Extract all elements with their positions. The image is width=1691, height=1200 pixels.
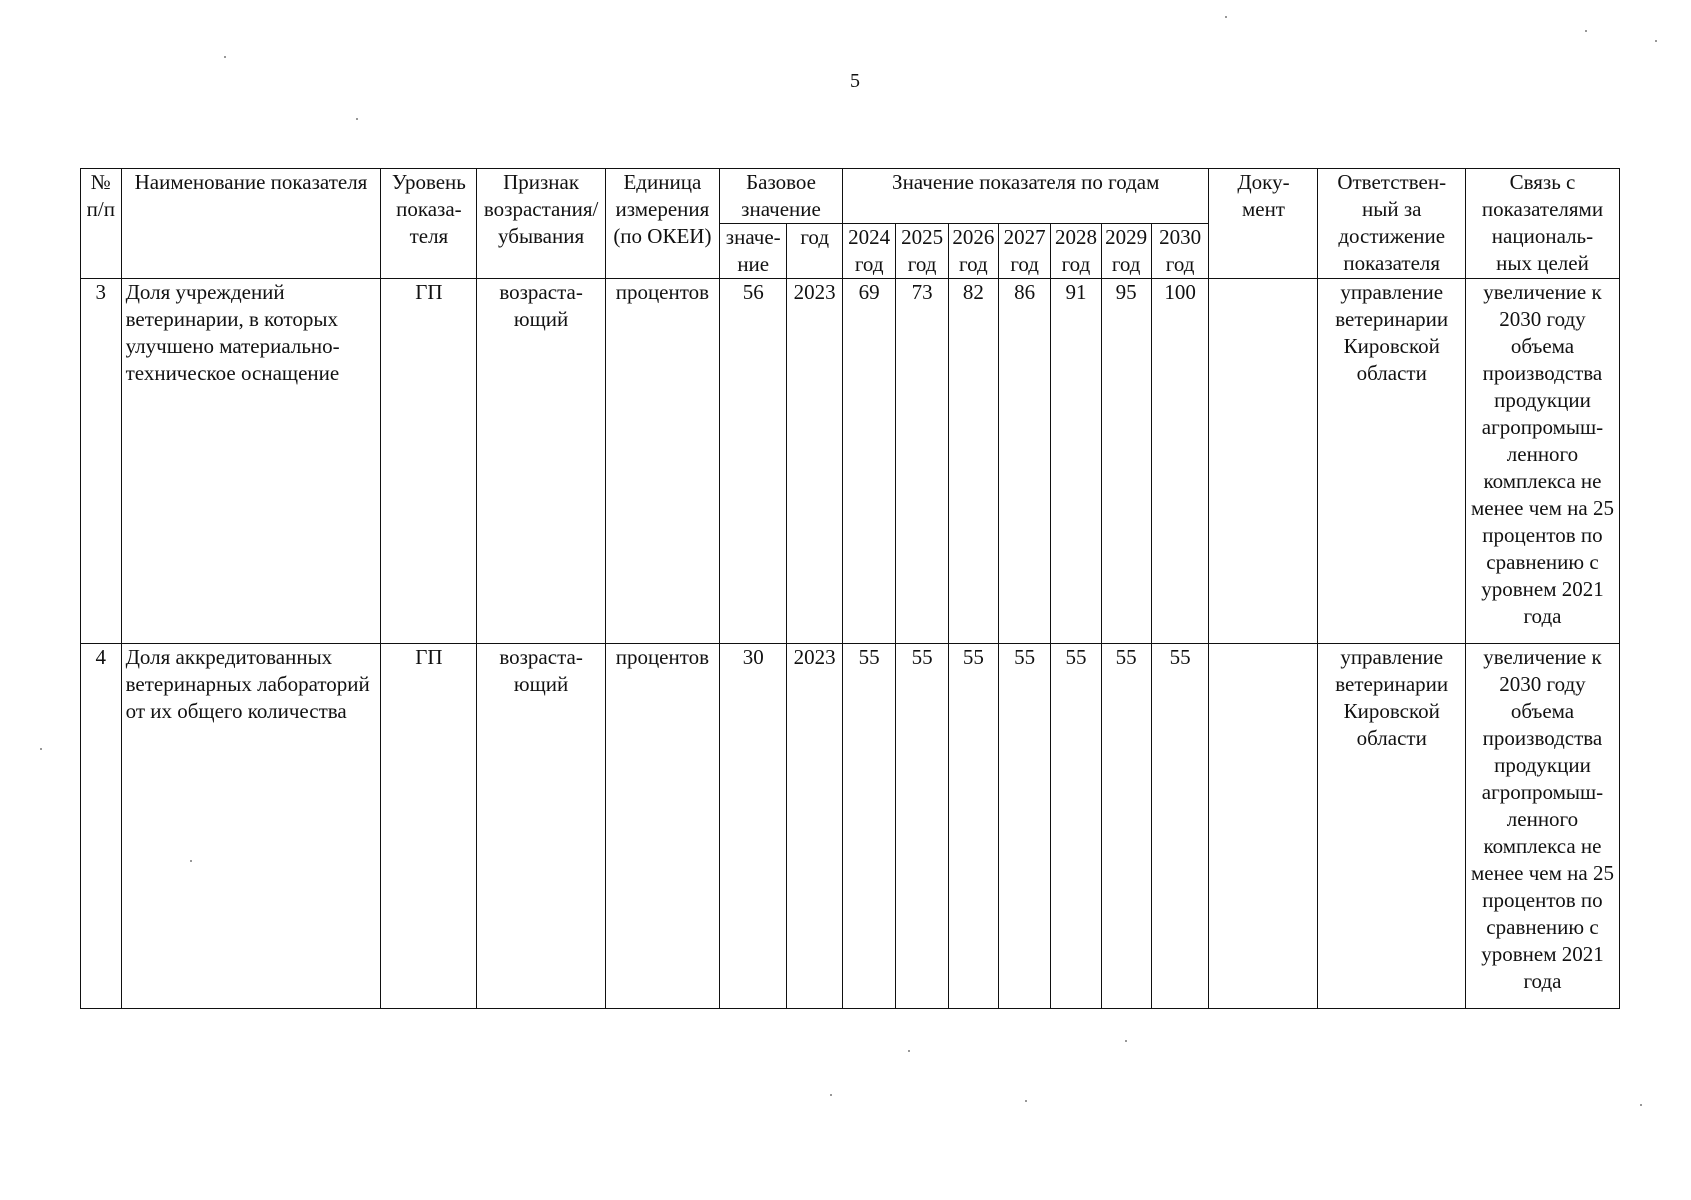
row-value: 86 <box>998 279 1050 644</box>
header-year: 2029 год <box>1101 224 1151 279</box>
row-value: 55 <box>842 644 895 1009</box>
header-year: 2025 год <box>896 224 948 279</box>
scan-speck <box>40 748 42 750</box>
row-base-year: 2023 <box>787 279 843 644</box>
header-year: 2024 год <box>842 224 895 279</box>
header-base-year: год <box>787 224 843 279</box>
header-responsible: Ответствен- ный за достижение показателя <box>1318 169 1465 279</box>
scan-speck <box>356 118 358 120</box>
header-trend: Признак возрастания/ убывания <box>477 169 605 279</box>
row-value: 55 <box>1151 644 1209 1009</box>
row-responsible: управление ветеринарии Кировской области <box>1318 644 1465 1009</box>
scan-speck <box>830 1094 832 1096</box>
table-row <box>81 279 1620 644</box>
page-number: 5 <box>850 70 860 92</box>
header-year: 2028 год <box>1051 224 1101 279</box>
scan-speck <box>190 860 192 862</box>
header-row-top <box>81 169 1620 224</box>
header-values-by-year: Значение показателя по годам <box>842 169 1209 224</box>
scan-speck <box>1655 40 1657 42</box>
row-value: 55 <box>998 644 1050 1009</box>
row-num: 3 <box>81 279 122 644</box>
scan-speck <box>1640 1104 1642 1106</box>
scan-speck <box>1585 30 1587 32</box>
header-level: Уровень показа- теля <box>381 169 477 279</box>
header-link: Связь с показателями националь- ных целей <box>1465 169 1619 279</box>
row-value: 91 <box>1051 279 1101 644</box>
row-value: 55 <box>896 644 948 1009</box>
row-base-value: 30 <box>720 644 787 1009</box>
row-value: 55 <box>948 644 998 1009</box>
row-indicator-name: Доля аккредитованных ветеринарных лабораторий от их общего количества <box>121 644 381 1009</box>
scan-speck <box>224 56 226 58</box>
scan-speck <box>1125 1040 1127 1042</box>
scan-speck <box>1025 1100 1027 1102</box>
row-unit: процентов <box>605 279 719 644</box>
row-value: 55 <box>1101 644 1151 1009</box>
row-base-year: 2023 <box>787 644 843 1009</box>
scan-speck <box>1225 16 1227 18</box>
row-value: 95 <box>1101 279 1151 644</box>
row-value: 69 <box>842 279 895 644</box>
row-value: 82 <box>948 279 998 644</box>
row-unit: процентов <box>605 644 719 1009</box>
table-row <box>81 644 1620 1009</box>
row-document <box>1209 644 1318 1009</box>
row-value: 73 <box>896 279 948 644</box>
header-unit: Единица измерения (по ОКЕИ) <box>605 169 719 279</box>
header-name: Наименование показателя <box>121 169 381 279</box>
header-year: 2027 год <box>998 224 1050 279</box>
header-base: Базовое значение <box>720 169 843 224</box>
header-document: Доку- мент <box>1209 169 1318 279</box>
row-responsible: управление ветеринарии Кировской области <box>1318 279 1465 644</box>
row-document <box>1209 279 1318 644</box>
header-year: 2030 год <box>1151 224 1209 279</box>
header-base-value: значе- ние <box>720 224 787 279</box>
header-num: № п/п <box>81 169 122 279</box>
row-value: 100 <box>1151 279 1209 644</box>
row-trend: возраста- ющий <box>477 644 605 1009</box>
row-value: 55 <box>1051 644 1101 1009</box>
row-base-value: 56 <box>720 279 787 644</box>
row-indicator-name: Доля учреждений ветеринарии, в которых улучшено материально-техническое оснащение <box>121 279 381 644</box>
scan-speck <box>908 1050 910 1052</box>
row-trend: возраста- ющий <box>477 279 605 644</box>
header-year: 2026 год <box>948 224 998 279</box>
row-level: ГП <box>381 644 477 1009</box>
row-link: увеличение к 2030 году объема производства продукции агропромыш- ленного комплекса не менее чем на 25 процентов по сравнению с уровнем 2021 года <box>1465 644 1619 1009</box>
row-level: ГП <box>381 279 477 644</box>
indicators-table <box>80 168 1620 1009</box>
row-link: увеличение к 2030 году объема производства продукции агропромыш- ленного комплекса не менее чем на 25 процентов по сравнению с уровнем 2021 года <box>1465 279 1619 644</box>
row-num: 4 <box>81 644 122 1009</box>
